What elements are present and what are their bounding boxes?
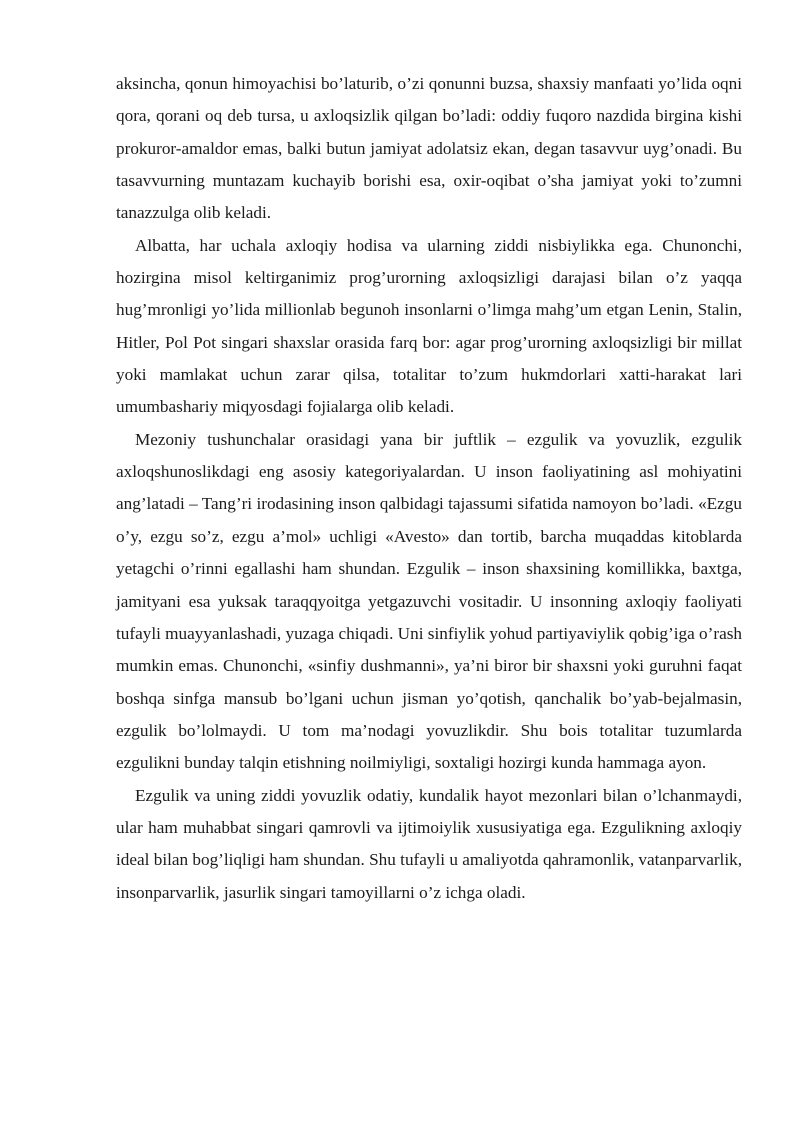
paragraph-2: Albatta, har uchala axloqiy hodisa va ularning ziddi nisbiylikka ega. Chunonchi, hozirgina misol keltirganimiz prog’urorning axloqsizligi darajasi bilan o’z yaqqa hug’mronligi yo’lida millionlab begunoh insonlarni o’limga mahg’um etgan Lenin, Stalin, Hitler, Pol Pot singari shaxslar orasida farq bor: agar prog’urorning axloqsizligi bir millat yoki mamlakat uchun zarar qilsa, totalitar to’zum hukmdorlari xatti-harakat lari umumbashariy miqyosdagi fojialarga olib keladi. [116,235,742,417]
paragraph-4: Ezgulik va uning ziddi yovuzlik odatiy, kundalik hayot mezonlari bilan o’lchanmaydi, ular ham muhabbat singari qamrovli va ijtimoiylik xususiyatiga ega. Ezgulikning axloqiy ideal bilan bog’liqligi ham shundan. Shu tufayli u amaliyotda qahramonlik, vatanparvarlik, insonparvarlik, jasurlik singari tamoyillarni o’z ichga oladi. [116,785,742,902]
paragraph-1: aksincha, qonun himoyachisi bo’laturib, o’zi qonunni buzsa, shaxsiy manfaati yo’lida oqni qora, qorani oq deb tursa, u axloqsizlik qilgan bo’ladi: oddiy fuqoro nazdida birgina kishi prokuror-amaldor emas, balki butun jamiyat adolatsiz ekan, degan tasavvur uyg’onadi. Bu tasavvurning muntazam kuchayib borishi esa, oxir-oqibat o’sha jamiyat yoki to’zumni tanazzulga olib keladi. [116,74,742,223]
paragraph-3: Mezoniy tushunchalar orasidagi yana bir juftlik – ezgulik va yovuzlik, ezgulik axloqshunoslikdagi eng asosiy kategoriyalardan. U inson faoliyatining asl mohiyatini ang’latadi – Tang’ri irodasining inson qalbidagi tajassumi sifatida namoyon bo’ladi. «Ezgu o’y, ezgu so’z, ezgu a’mol» uchligi «Avesto» dan tortib, barcha muqaddas kitoblarda yetagchi o’rinni egallashi ham shundan. Ezgulik – inson shaxsining komillikka, baxtga, jamityani esa yuksak taraqqyoitga yetgazuvchi vositadir. U insonning axloqiy faoliyati tufayli muayyanlashadi, yuzaga chiqadi. Uni sinfiylik yohud partiyaviylik qobig’iga o’rash mumkin emas. Chunonchi, «sinfiy dushmanni», ya’ni biror bir shaxsni yoki guruhni faqat boshqa sinfga mansub bo’lgani uchun jisman yo’qotish, qanchalik bo’yab-bejalmasin, ezgulik bo’lolmaydi. U tom ma’nodagi yovuzlikdir. Shu bois totalitar tuzumlarda ezgulikni bunday talqin etishning noilmiyligi, soxtaligi hozirgi kunda hammaga ayon. [116,429,742,773]
document-page [116,68,742,909]
